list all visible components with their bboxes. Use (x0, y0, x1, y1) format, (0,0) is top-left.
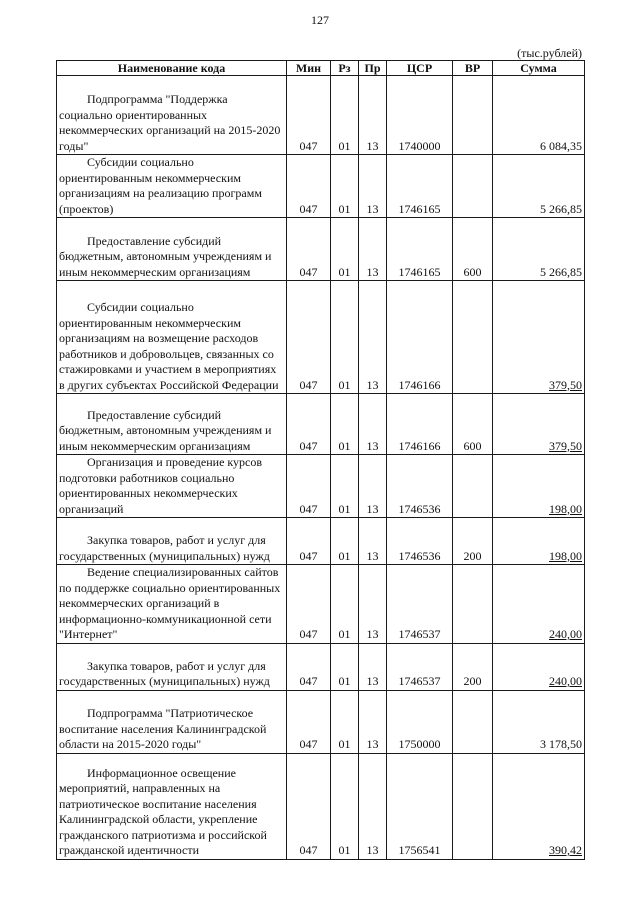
row-sum-cell (493, 643, 585, 690)
row-vr (453, 281, 493, 394)
row-name-cell (57, 753, 287, 859)
row-pr: 13 (359, 518, 387, 565)
table-row (57, 281, 585, 394)
header-csr: ЦСР (387, 61, 453, 76)
row-csr: 1750000 (387, 690, 453, 753)
row-pr: 13 (359, 155, 387, 218)
row-csr: 1746536 (387, 518, 453, 565)
header-vr: ВР (453, 61, 493, 76)
row-name-cell (57, 218, 287, 281)
row-csr: 1740000 (387, 76, 453, 155)
row-sum: 198,00 (549, 501, 582, 516)
row-sum-cell (493, 565, 585, 644)
row-name-cell (57, 281, 287, 394)
row-rz: 01 (331, 690, 359, 753)
table-row (57, 155, 585, 218)
row-vr (453, 690, 493, 753)
row-pr: 13 (359, 565, 387, 644)
row-sum: 240,00 (549, 627, 582, 641)
row-rz: 01 (331, 643, 359, 690)
header-pr: Пр (359, 61, 387, 76)
row-csr: 1746166 (387, 394, 453, 455)
row-rz: 01 (331, 455, 359, 518)
row-name: Ведение специализированных сайтов по поддержке социально ориентированных некоммерческих организаций в информационно-коммуникационной сети "Интернет" (59, 565, 281, 641)
row-name-cell (57, 76, 287, 155)
header-min: Мин (287, 61, 331, 76)
row-sum-cell (493, 518, 585, 565)
row-name: Информационное освещение мероприятий, направленных на патриотическое воспитание населения Калининградской области, укрепление гражданского патриотизма и российской гражданской идентичности (59, 765, 267, 857)
row-name: Субсидии социально ориентированным некоммерческим организациям на реализацию программ (проектов) (59, 155, 262, 216)
row-pr: 13 (359, 753, 387, 859)
row-pr: 13 (359, 394, 387, 455)
row-min: 047 (287, 155, 331, 218)
row-csr: 1756541 (387, 753, 453, 859)
row-rz: 01 (331, 218, 359, 281)
table-row (57, 518, 585, 565)
row-name: Организация и проведение курсов подготовки работников социально ориентированных некоммерческих организаций (59, 455, 263, 516)
table-header-row (57, 61, 585, 76)
row-sum-cell (493, 394, 585, 455)
header-rz: Рз (331, 61, 359, 76)
row-pr: 13 (359, 455, 387, 518)
table-row (57, 753, 585, 859)
row-csr: 1746165 (387, 155, 453, 218)
row-sum: 379,50 (549, 377, 582, 392)
row-pr: 13 (359, 76, 387, 155)
row-pr: 13 (359, 643, 387, 690)
row-min: 047 (287, 76, 331, 155)
row-min: 047 (287, 690, 331, 753)
row-name-cell (57, 455, 287, 518)
row-vr: 200 (453, 643, 493, 690)
row-vr (453, 155, 493, 218)
row-min: 047 (287, 643, 331, 690)
row-sum: 390,42 (549, 843, 582, 857)
row-sum: 5 266,85 (493, 218, 585, 281)
row-vr (453, 455, 493, 518)
row-min: 047 (287, 753, 331, 859)
units-label: (тыс.рублей) (517, 46, 582, 60)
table-row (57, 394, 585, 455)
row-min: 047 (287, 218, 331, 281)
row-name: Субсидии социально ориентированным некоммерческим организациям на возмещение расходов работников и добровольцев, связанных со стажировками и участием в мероприятиях в других субъектах Российской Федерации (59, 300, 279, 392)
header-sum: Сумма (493, 61, 585, 76)
row-min: 047 (287, 565, 331, 644)
row-csr: 1746165 (387, 218, 453, 281)
table-row (57, 218, 585, 281)
row-sum: 3 178,50 (493, 690, 585, 753)
row-name-cell (57, 518, 287, 565)
table-row (57, 565, 585, 644)
row-vr: 600 (453, 394, 493, 455)
row-rz: 01 (331, 155, 359, 218)
row-name-cell (57, 155, 287, 218)
row-rz: 01 (331, 565, 359, 644)
page-number: 127 (311, 13, 329, 27)
row-rz: 01 (331, 76, 359, 155)
row-csr: 1746166 (387, 281, 453, 394)
budget-table (56, 60, 585, 860)
row-name: Закупка товаров, работ и услуг для государственных (муниципальных) нужд (59, 533, 270, 563)
row-pr: 13 (359, 281, 387, 394)
header-name: Наименование кода (57, 61, 287, 76)
row-sum: 6 084,35 (493, 76, 585, 155)
row-vr (453, 753, 493, 859)
row-min: 047 (287, 518, 331, 565)
row-rz: 01 (331, 281, 359, 394)
table-row (57, 643, 585, 690)
row-sum-cell (493, 753, 585, 859)
row-name: Предоставление субсидий бюджетным, автономным учреждениям и иным некоммерческим организациям (59, 407, 272, 453)
row-pr: 13 (359, 690, 387, 753)
table-row (57, 690, 585, 753)
row-sum: 198,00 (549, 548, 582, 563)
row-min: 047 (287, 394, 331, 455)
row-vr (453, 565, 493, 644)
row-name: Подпрограмма "Патриотическое воспитание населения Калининградской области на 2015-2020 годы" (59, 706, 267, 751)
row-rz: 01 (331, 753, 359, 859)
row-name: Предоставление субсидий бюджетным, автономным учреждениям и иным некоммерческим организациям (59, 233, 272, 279)
table-row (57, 76, 585, 155)
row-min: 047 (287, 455, 331, 518)
row-csr: 1746537 (387, 565, 453, 644)
row-sum: 5 266,85 (493, 155, 585, 218)
row-pr: 13 (359, 218, 387, 281)
row-sum: 240,00 (549, 674, 582, 688)
row-sum: 379,50 (549, 438, 582, 453)
row-sum-cell (493, 281, 585, 394)
row-csr: 1746537 (387, 643, 453, 690)
row-csr: 1746536 (387, 455, 453, 518)
row-name: Подпрограмма "Поддержка социально ориентированных некоммерческих организаций на 2015-2020 годы" (59, 92, 281, 153)
row-sum-cell (493, 455, 585, 518)
row-vr (453, 76, 493, 155)
row-min: 047 (287, 281, 331, 394)
row-name-cell (57, 394, 287, 455)
row-name: Закупка товаров, работ и услуг для государственных (муниципальных) нужд (59, 658, 270, 688)
row-rz: 01 (331, 394, 359, 455)
row-rz: 01 (331, 518, 359, 565)
row-vr: 200 (453, 518, 493, 565)
row-vr: 600 (453, 218, 493, 281)
row-name-cell (57, 565, 287, 644)
table-row (57, 455, 585, 518)
row-name-cell (57, 690, 287, 753)
row-name-cell (57, 643, 287, 690)
